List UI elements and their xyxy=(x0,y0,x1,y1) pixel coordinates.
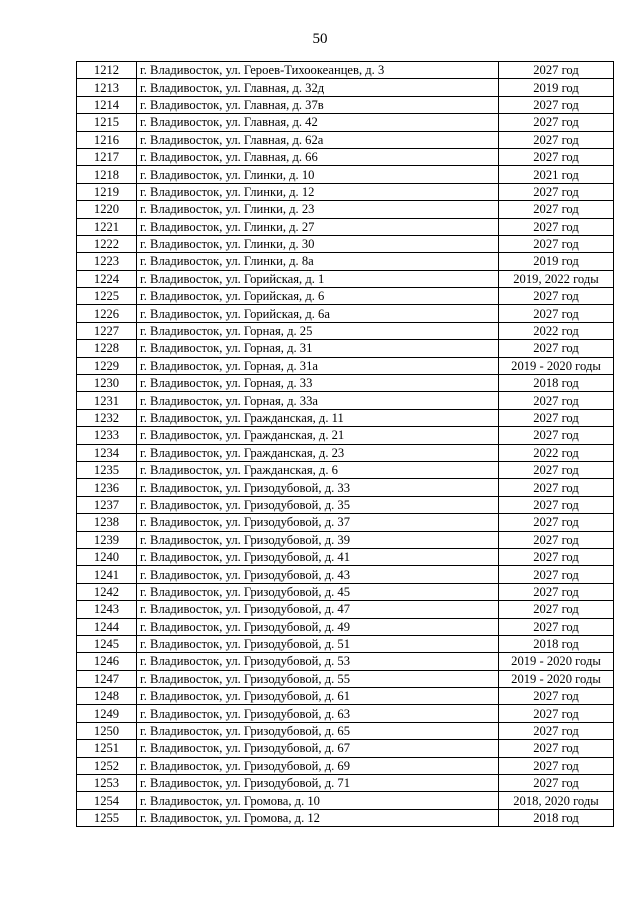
repair-year-cell: 2027 год xyxy=(499,409,614,426)
table-row xyxy=(77,392,614,409)
table-row xyxy=(77,62,614,79)
repair-year-cell: 2027 год xyxy=(499,479,614,496)
table-row xyxy=(77,548,614,565)
row-number-cell: 1248 xyxy=(77,688,137,705)
row-number-cell: 1252 xyxy=(77,757,137,774)
address-cell: г. Владивосток, ул. Глинки, д. 23 xyxy=(137,201,499,218)
repair-year-cell: 2019 - 2020 годы xyxy=(499,670,614,687)
address-cell: г. Владивосток, ул. Главная, д. 37в xyxy=(137,96,499,113)
repair-year-cell: 2018 год xyxy=(499,375,614,392)
row-number-cell: 1230 xyxy=(77,375,137,392)
address-cell: г. Владивосток, ул. Главная, д. 42 xyxy=(137,114,499,131)
repair-year-cell: 2027 год xyxy=(499,548,614,565)
address-cell: г. Владивосток, ул. Гризодубовой, д. 47 xyxy=(137,601,499,618)
repair-year-cell: 2027 год xyxy=(499,392,614,409)
repair-year-cell: 2027 год xyxy=(499,131,614,148)
repair-year-cell: 2027 год xyxy=(499,722,614,739)
row-number-cell: 1217 xyxy=(77,148,137,165)
address-cell: г. Владивосток, ул. Гризодубовой, д. 43 xyxy=(137,566,499,583)
row-number-cell: 1221 xyxy=(77,218,137,235)
repair-year-cell: 2027 год xyxy=(499,618,614,635)
table-row xyxy=(77,148,614,165)
repair-year-cell: 2027 год xyxy=(499,340,614,357)
housing-registry-table xyxy=(76,61,614,827)
repair-year-cell: 2022 год xyxy=(499,322,614,339)
table-row xyxy=(77,618,614,635)
table-row xyxy=(77,653,614,670)
repair-year-cell: 2019 год xyxy=(499,253,614,270)
repair-year-cell: 2027 год xyxy=(499,514,614,531)
address-cell: г. Владивосток, ул. Гризодубовой, д. 65 xyxy=(137,722,499,739)
address-cell: г. Владивосток, ул. Главная, д. 62а xyxy=(137,131,499,148)
repair-year-cell: 2027 год xyxy=(499,740,614,757)
row-number-cell: 1225 xyxy=(77,288,137,305)
address-cell: г. Владивосток, ул. Гражданская, д. 23 xyxy=(137,444,499,461)
repair-year-cell: 2027 год xyxy=(499,148,614,165)
row-number-cell: 1219 xyxy=(77,183,137,200)
address-cell: г. Владивосток, ул. Глинки, д. 8а xyxy=(137,253,499,270)
row-number-cell: 1218 xyxy=(77,166,137,183)
address-cell: г. Владивосток, ул. Гризодубовой, д. 39 xyxy=(137,531,499,548)
row-number-cell: 1249 xyxy=(77,705,137,722)
repair-year-cell: 2027 год xyxy=(499,757,614,774)
address-cell: г. Владивосток, ул. Горная, д. 25 xyxy=(137,322,499,339)
row-number-cell: 1232 xyxy=(77,409,137,426)
repair-year-cell: 2027 год xyxy=(499,566,614,583)
row-number-cell: 1223 xyxy=(77,253,137,270)
row-number-cell: 1220 xyxy=(77,201,137,218)
address-cell: г. Владивосток, ул. Горийская, д. 6а xyxy=(137,305,499,322)
address-cell: г. Владивосток, ул. Горийская, д. 1 xyxy=(137,270,499,287)
table-row xyxy=(77,340,614,357)
row-number-cell: 1253 xyxy=(77,775,137,792)
address-cell: г. Владивосток, ул. Гризодубовой, д. 69 xyxy=(137,757,499,774)
repair-year-cell: 2027 год xyxy=(499,288,614,305)
row-number-cell: 1214 xyxy=(77,96,137,113)
repair-year-cell: 2027 год xyxy=(499,461,614,478)
address-cell: г. Владивосток, ул. Горийская, д. 6 xyxy=(137,288,499,305)
row-number-cell: 1255 xyxy=(77,809,137,826)
table-row xyxy=(77,583,614,600)
address-cell: г. Владивосток, ул. Гризодубовой, д. 55 xyxy=(137,670,499,687)
row-number-cell: 1229 xyxy=(77,357,137,374)
repair-year-cell: 2018 год xyxy=(499,809,614,826)
repair-year-cell: 2018, 2020 годы xyxy=(499,792,614,809)
address-cell: г. Владивосток, ул. Горная, д. 33 xyxy=(137,375,499,392)
row-number-cell: 1239 xyxy=(77,531,137,548)
address-cell: г. Владивосток, ул. Глинки, д. 27 xyxy=(137,218,499,235)
repair-year-cell: 2027 год xyxy=(499,688,614,705)
address-cell: г. Владивосток, ул. Горная, д. 31а xyxy=(137,357,499,374)
repair-year-cell: 2027 год xyxy=(499,531,614,548)
repair-year-cell: 2021 год xyxy=(499,166,614,183)
table-row xyxy=(77,357,614,374)
table-row xyxy=(77,722,614,739)
table-row xyxy=(77,531,614,548)
address-cell: г. Владивосток, ул. Громова, д. 12 xyxy=(137,809,499,826)
address-cell: г. Владивосток, ул. Главная, д. 66 xyxy=(137,148,499,165)
row-number-cell: 1215 xyxy=(77,114,137,131)
table-row xyxy=(77,427,614,444)
row-number-cell: 1246 xyxy=(77,653,137,670)
address-cell: г. Владивосток, ул. Гражданская, д. 21 xyxy=(137,427,499,444)
repair-year-cell: 2027 год xyxy=(499,583,614,600)
row-number-cell: 1231 xyxy=(77,392,137,409)
row-number-cell: 1244 xyxy=(77,618,137,635)
row-number-cell: 1238 xyxy=(77,514,137,531)
row-number-cell: 1240 xyxy=(77,548,137,565)
address-cell: г. Владивосток, ул. Гризодубовой, д. 35 xyxy=(137,496,499,513)
address-cell: г. Владивосток, ул. Гризодубовой, д. 67 xyxy=(137,740,499,757)
table-row xyxy=(77,601,614,618)
row-number-cell: 1226 xyxy=(77,305,137,322)
address-cell: г. Владивосток, ул. Гризодубовой, д. 49 xyxy=(137,618,499,635)
table-row xyxy=(77,792,614,809)
address-cell: г. Владивосток, ул. Гризодубовой, д. 41 xyxy=(137,548,499,565)
table-body xyxy=(77,62,614,827)
repair-year-cell: 2027 год xyxy=(499,201,614,218)
repair-year-cell: 2027 год xyxy=(499,601,614,618)
address-cell: г. Владивосток, ул. Глинки, д. 10 xyxy=(137,166,499,183)
repair-year-cell: 2027 год xyxy=(499,496,614,513)
table-row xyxy=(77,270,614,287)
table-row xyxy=(77,705,614,722)
row-number-cell: 1243 xyxy=(77,601,137,618)
row-number-cell: 1237 xyxy=(77,496,137,513)
row-number-cell: 1245 xyxy=(77,635,137,652)
repair-year-cell: 2027 год xyxy=(499,775,614,792)
table-row xyxy=(77,740,614,757)
table-row xyxy=(77,496,614,513)
table-row xyxy=(77,409,614,426)
table-row xyxy=(77,96,614,113)
table-row xyxy=(77,79,614,96)
table-row xyxy=(77,514,614,531)
repair-year-cell: 2027 год xyxy=(499,705,614,722)
repair-year-cell: 2019 год xyxy=(499,79,614,96)
row-number-cell: 1228 xyxy=(77,340,137,357)
row-number-cell: 1242 xyxy=(77,583,137,600)
row-number-cell: 1250 xyxy=(77,722,137,739)
repair-year-cell: 2027 год xyxy=(499,114,614,131)
row-number-cell: 1233 xyxy=(77,427,137,444)
row-number-cell: 1213 xyxy=(77,79,137,96)
row-number-cell: 1235 xyxy=(77,461,137,478)
row-number-cell: 1234 xyxy=(77,444,137,461)
repair-year-cell: 2027 год xyxy=(499,183,614,200)
table-row xyxy=(77,114,614,131)
table-row xyxy=(77,757,614,774)
repair-year-cell: 2027 год xyxy=(499,235,614,252)
address-cell: г. Владивосток, ул. Гризодубовой, д. 61 xyxy=(137,688,499,705)
table-row xyxy=(77,218,614,235)
table-row xyxy=(77,479,614,496)
table-row xyxy=(77,322,614,339)
row-number-cell: 1224 xyxy=(77,270,137,287)
address-cell: г. Владивосток, ул. Гризодубовой, д. 33 xyxy=(137,479,499,496)
row-number-cell: 1216 xyxy=(77,131,137,148)
table-row xyxy=(77,775,614,792)
address-cell: г. Владивосток, ул. Гризодубовой, д. 37 xyxy=(137,514,499,531)
table-row xyxy=(77,131,614,148)
table-row xyxy=(77,566,614,583)
repair-year-cell: 2019, 2022 годы xyxy=(499,270,614,287)
repair-year-cell: 2027 год xyxy=(499,427,614,444)
table-row xyxy=(77,461,614,478)
address-cell: г. Владивосток, ул. Гражданская, д. 6 xyxy=(137,461,499,478)
address-cell: г. Владивосток, ул. Гражданская, д. 11 xyxy=(137,409,499,426)
address-cell: г. Владивосток, ул. Гризодубовой, д. 45 xyxy=(137,583,499,600)
repair-year-cell: 2019 - 2020 годы xyxy=(499,357,614,374)
address-cell: г. Владивосток, ул. Горная, д. 33а xyxy=(137,392,499,409)
address-cell: г. Владивосток, ул. Глинки, д. 12 xyxy=(137,183,499,200)
row-number-cell: 1236 xyxy=(77,479,137,496)
address-cell: г. Владивосток, ул. Гризодубовой, д. 71 xyxy=(137,775,499,792)
table-row xyxy=(77,288,614,305)
table-row xyxy=(77,166,614,183)
table-row xyxy=(77,635,614,652)
table-row xyxy=(77,375,614,392)
row-number-cell: 1247 xyxy=(77,670,137,687)
address-cell: г. Владивосток, ул. Гризодубовой, д. 51 xyxy=(137,635,499,652)
table-row xyxy=(77,444,614,461)
row-number-cell: 1251 xyxy=(77,740,137,757)
repair-year-cell: 2027 год xyxy=(499,218,614,235)
repair-year-cell: 2019 - 2020 годы xyxy=(499,653,614,670)
table-row xyxy=(77,183,614,200)
address-cell: г. Владивосток, ул. Глинки, д. 30 xyxy=(137,235,499,252)
row-number-cell: 1227 xyxy=(77,322,137,339)
table-row xyxy=(77,670,614,687)
table-row xyxy=(77,809,614,826)
repair-year-cell: 2027 год xyxy=(499,96,614,113)
address-cell: г. Владивосток, ул. Главная, д. 32д xyxy=(137,79,499,96)
row-number-cell: 1241 xyxy=(77,566,137,583)
repair-year-cell: 2027 год xyxy=(499,305,614,322)
repair-year-cell: 2018 год xyxy=(499,635,614,652)
table-row xyxy=(77,235,614,252)
table-row xyxy=(77,201,614,218)
row-number-cell: 1212 xyxy=(77,62,137,79)
address-cell: г. Владивосток, ул. Гризодубовой, д. 53 xyxy=(137,653,499,670)
repair-year-cell: 2027 год xyxy=(499,62,614,79)
address-cell: г. Владивосток, ул. Гризодубовой, д. 63 xyxy=(137,705,499,722)
row-number-cell: 1254 xyxy=(77,792,137,809)
table-row xyxy=(77,305,614,322)
repair-year-cell: 2022 год xyxy=(499,444,614,461)
address-cell: г. Владивосток, ул. Горная, д. 31 xyxy=(137,340,499,357)
table-row xyxy=(77,688,614,705)
address-cell: г. Владивосток, ул. Героев-Тихоокеанцев, д. 3 xyxy=(137,62,499,79)
row-number-cell: 1222 xyxy=(77,235,137,252)
address-cell: г. Владивосток, ул. Громова, д. 10 xyxy=(137,792,499,809)
table-row xyxy=(77,253,614,270)
page-number: 50 xyxy=(312,31,328,47)
